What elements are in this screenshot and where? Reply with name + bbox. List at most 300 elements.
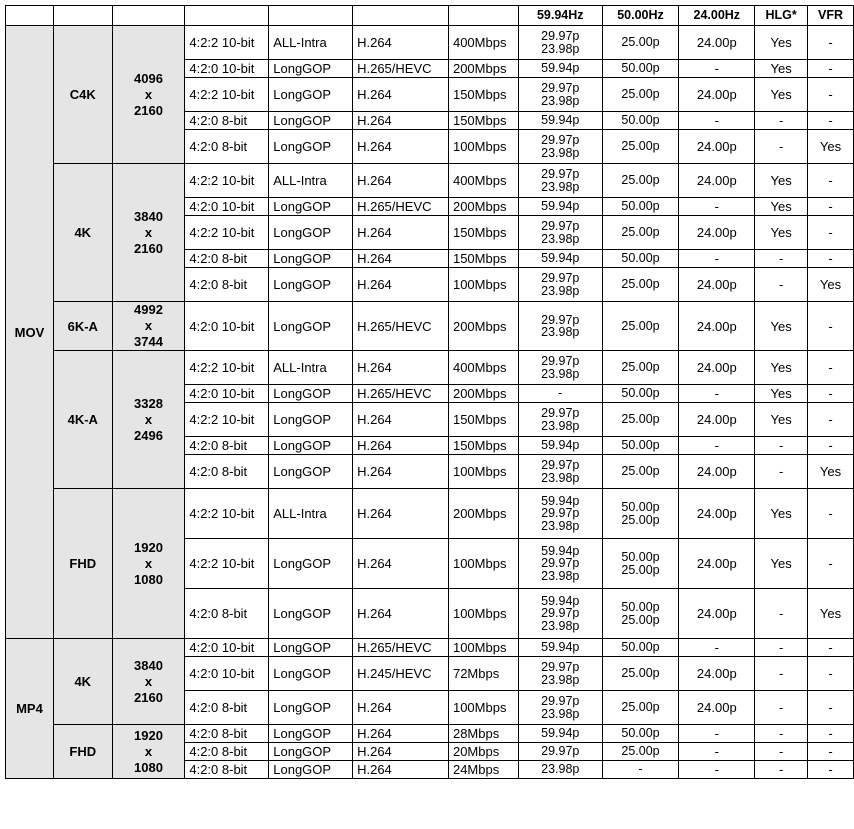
framerate-2400-cell: -: [679, 725, 755, 743]
framerate-value: 29.97p: [541, 271, 580, 285]
framerate-value: 59.94p: [541, 593, 580, 608]
resolution-cell: [112, 302, 185, 351]
hlg-cell: Yes: [755, 198, 808, 216]
gop-cell: LongGOP: [269, 589, 353, 639]
framerate-value: 29.97p: [541, 606, 580, 621]
size-cell: 6K-A: [53, 302, 112, 351]
hlg-cell: Yes: [755, 539, 808, 589]
vfr-cell: -: [808, 725, 854, 743]
resolution-part: 2160: [134, 689, 163, 705]
framerate-2400-cell: -: [679, 743, 755, 761]
framerate-value: 29.97p: [541, 219, 580, 233]
gop-cell: ALL-Intra: [269, 26, 353, 60]
gop-cell: LongGOP: [269, 539, 353, 589]
gop-cell: LongGOP: [269, 639, 353, 657]
codec-cell: H.264: [353, 268, 449, 302]
framerate-5994-cell: [518, 60, 602, 78]
gop-cell: LongGOP: [269, 437, 353, 455]
framerate-5000-cell: [602, 26, 679, 60]
framerate-5994-cell: [518, 351, 602, 385]
framerate-value: 59.94p: [541, 113, 580, 128]
resolution-part: 3840: [134, 657, 163, 673]
framerate-value: 50.00p: [621, 113, 660, 128]
framerate-2400-cell: 24.00p: [679, 589, 755, 639]
framerate-5994-cell: [518, 385, 602, 403]
hlg-cell: Yes: [755, 385, 808, 403]
sampling-cell: 4:2:2 10-bit: [185, 216, 269, 250]
sampling-cell: 4:2:2 10-bit: [185, 26, 269, 60]
header-blank: [53, 6, 112, 26]
sampling-cell: 4:2:0 10-bit: [185, 302, 269, 351]
framerate-value: 50.00p: [621, 600, 660, 614]
sampling-cell: 4:2:0 8-bit: [185, 743, 269, 761]
vfr-cell: -: [808, 26, 854, 60]
framerate-value: 50.00p: [621, 550, 660, 564]
hlg-cell: -: [755, 112, 808, 130]
gop-cell: LongGOP: [269, 302, 353, 351]
sampling-cell: 4:2:0 10-bit: [185, 60, 269, 78]
framerate-value: 50.00p: [621, 61, 660, 76]
framerate-2400-cell: 24.00p: [679, 489, 755, 539]
header-blank: [185, 6, 269, 26]
framerate-value: 25.00p: [621, 744, 660, 759]
codec-cell: H.264: [353, 164, 449, 198]
size-cell: C4K: [53, 26, 112, 164]
framerate-value: 23.98p: [541, 568, 580, 583]
resolution-part: x: [144, 318, 153, 333]
framerate-5994-cell: [518, 302, 602, 351]
framerate-value: 25.00p: [621, 173, 660, 188]
framerate-value: 59.94p: [541, 438, 580, 453]
table-row: [6, 351, 854, 385]
gop-cell: LongGOP: [269, 78, 353, 112]
framerate-value: 50.00p: [621, 251, 660, 266]
header-blank: [112, 6, 185, 26]
bitrate-cell: 400Mbps: [448, 26, 518, 60]
codec-cell: H.264: [353, 437, 449, 455]
framerate-value: 29.97p: [541, 458, 580, 472]
codec-cell: H.264: [353, 403, 449, 437]
sampling-cell: 4:2:0 8-bit: [185, 761, 269, 779]
sampling-cell: 4:2:2 10-bit: [185, 403, 269, 437]
framerate-value: 23.98p: [541, 93, 580, 108]
bitrate-cell: 150Mbps: [448, 250, 518, 268]
resolution-part: 1920: [134, 727, 163, 743]
table-row: [6, 725, 854, 743]
framerate-2400-cell: 24.00p: [679, 302, 755, 351]
resolution-part: 2160: [134, 102, 163, 118]
header-vfr: VFR: [808, 6, 854, 26]
hlg-cell: -: [755, 761, 808, 779]
codec-cell: H.265/HEVC: [353, 198, 449, 216]
sampling-cell: 4:2:0 8-bit: [185, 268, 269, 302]
sampling-cell: 4:2:2 10-bit: [185, 351, 269, 385]
framerate-value: 25.00p: [621, 360, 660, 375]
framerate-value: 29.97p: [541, 167, 580, 181]
vfr-cell: -: [808, 639, 854, 657]
bitrate-cell: 28Mbps: [448, 725, 518, 743]
resolution-part: 3328: [134, 395, 163, 411]
framerate-2400-cell: -: [679, 250, 755, 268]
framerate-5000-cell: [602, 216, 679, 250]
codec-cell: H.264: [353, 250, 449, 268]
framerate-value: 29.97p: [541, 744, 580, 759]
framerate-value: 29.97p: [541, 354, 580, 368]
bitrate-cell: 24Mbps: [448, 761, 518, 779]
resolution-part: 3744: [134, 334, 163, 349]
codec-cell: H.264: [353, 26, 449, 60]
framerate-2400-cell: 24.00p: [679, 351, 755, 385]
vfr-cell: -: [808, 198, 854, 216]
framerate-value: 25.00p: [621, 612, 660, 627]
vfr-cell: -: [808, 112, 854, 130]
vfr-cell: -: [808, 60, 854, 78]
framerate-value: 25.00p: [621, 225, 660, 240]
table-row: [6, 302, 854, 351]
resolution-part: 1920: [134, 539, 163, 555]
framerate-5994-cell: [518, 489, 602, 539]
sampling-cell: 4:2:0 8-bit: [185, 112, 269, 130]
bitrate-cell: 100Mbps: [448, 455, 518, 489]
framerate-5994-cell: [518, 216, 602, 250]
vfr-cell: -: [808, 761, 854, 779]
sampling-cell: 4:2:0 10-bit: [185, 657, 269, 691]
resolution-part: 1080: [134, 571, 163, 587]
gop-cell: LongGOP: [269, 725, 353, 743]
framerate-value: 59.94p: [541, 61, 580, 76]
resolution-part: x: [144, 743, 153, 759]
bitrate-cell: 400Mbps: [448, 164, 518, 198]
framerate-5994-cell: [518, 725, 602, 743]
vfr-cell: -: [808, 403, 854, 437]
framerate-5000-cell: [602, 385, 679, 403]
table-row: [6, 26, 854, 60]
vfr-cell: -: [808, 78, 854, 112]
header-blank: [6, 6, 54, 26]
sampling-cell: 4:2:2 10-bit: [185, 539, 269, 589]
framerate-5000-cell: [602, 761, 679, 779]
table-body: [6, 26, 854, 779]
hlg-cell: -: [755, 250, 808, 268]
framerate-2400-cell: 24.00p: [679, 657, 755, 691]
framerate-5000-cell: [602, 657, 679, 691]
codec-cell: H.264: [353, 725, 449, 743]
sampling-cell: 4:2:0 10-bit: [185, 385, 269, 403]
framerate-value: 25.00p: [621, 700, 660, 715]
hlg-cell: -: [755, 455, 808, 489]
framerate-5000-cell: [602, 589, 679, 639]
sampling-cell: 4:2:0 8-bit: [185, 725, 269, 743]
framerate-value: 23.98p: [541, 762, 580, 777]
hlg-cell: Yes: [755, 403, 808, 437]
table-row: [6, 489, 854, 539]
sampling-cell: 4:2:0 10-bit: [185, 639, 269, 657]
codec-cell: H.264: [353, 489, 449, 539]
hlg-cell: Yes: [755, 78, 808, 112]
gop-cell: LongGOP: [269, 385, 353, 403]
framerate-5000-cell: [602, 455, 679, 489]
framerate-5994-cell: [518, 761, 602, 779]
sampling-cell: 4:2:0 10-bit: [185, 198, 269, 216]
resolution-part: 4096: [134, 70, 163, 86]
recording-format-table: [5, 5, 854, 779]
resolution-cell: [112, 639, 185, 725]
framerate-5994-cell: [518, 164, 602, 198]
framerate-value: 23.98p: [541, 145, 580, 160]
resolution-part: x: [144, 86, 153, 102]
resolution-part: 2496: [134, 427, 163, 443]
framerate-value: 29.97p: [541, 29, 580, 43]
framerate-5994-cell: [518, 589, 602, 639]
framerate-5000-cell: [602, 351, 679, 385]
vfr-cell: Yes: [808, 589, 854, 639]
gop-cell: LongGOP: [269, 761, 353, 779]
resolution-cell: [112, 164, 185, 302]
vfr-cell: -: [808, 302, 854, 351]
bitrate-cell: 200Mbps: [448, 60, 518, 78]
framerate-5000-cell: [602, 60, 679, 78]
framerate-value: 59.94p: [541, 543, 580, 558]
sampling-cell: 4:2:0 8-bit: [185, 691, 269, 725]
gop-cell: ALL-Intra: [269, 164, 353, 198]
framerate-5994-cell: [518, 539, 602, 589]
framerate-value: 23.98p: [541, 325, 580, 339]
framerate-value: 29.97p: [541, 406, 580, 420]
framerate-5000-cell: [602, 743, 679, 761]
framerate-5000-cell: [602, 725, 679, 743]
size-cell: FHD: [53, 725, 112, 779]
hlg-cell: -: [755, 657, 808, 691]
bitrate-cell: 200Mbps: [448, 198, 518, 216]
gop-cell: LongGOP: [269, 198, 353, 216]
hlg-cell: Yes: [755, 26, 808, 60]
framerate-value: 29.97p: [541, 694, 580, 708]
sampling-cell: 4:2:2 10-bit: [185, 164, 269, 198]
resolution-part: 1080: [134, 759, 163, 775]
codec-cell: H.264: [353, 351, 449, 385]
hlg-cell: -: [755, 725, 808, 743]
framerate-5994-cell: [518, 198, 602, 216]
header-blank: [269, 6, 353, 26]
vfr-cell: Yes: [808, 455, 854, 489]
bitrate-cell: 100Mbps: [448, 539, 518, 589]
framerate-value: 23.98p: [541, 41, 580, 56]
framerate-value: 50.00p: [621, 199, 660, 214]
header-blank: [448, 6, 518, 26]
vfr-cell: Yes: [808, 130, 854, 164]
resolution-part: x: [144, 411, 153, 427]
hlg-cell: Yes: [755, 302, 808, 351]
vfr-cell: -: [808, 164, 854, 198]
framerate-5994-cell: [518, 691, 602, 725]
framerate-5994-cell: [518, 403, 602, 437]
framerate-value: 29.97p: [541, 133, 580, 147]
framerate-value: 59.94p: [541, 251, 580, 266]
hlg-cell: Yes: [755, 351, 808, 385]
vfr-cell: -: [808, 657, 854, 691]
vfr-cell: -: [808, 250, 854, 268]
header-hlg: HLG*: [755, 6, 808, 26]
framerate-2400-cell: 24.00p: [679, 130, 755, 164]
gop-cell: ALL-Intra: [269, 489, 353, 539]
framerate-value: 25.00p: [621, 35, 660, 50]
hlg-cell: Yes: [755, 164, 808, 198]
framerate-value: 25.00p: [621, 464, 660, 479]
bitrate-cell: 20Mbps: [448, 743, 518, 761]
gop-cell: LongGOP: [269, 403, 353, 437]
framerate-2400-cell: -: [679, 198, 755, 216]
framerate-value: 23.98p: [541, 618, 580, 633]
codec-cell: H.264: [353, 130, 449, 164]
framerate-2400-cell: 24.00p: [679, 268, 755, 302]
resolution-part: 2160: [134, 240, 163, 256]
framerate-value: 25.00p: [621, 139, 660, 154]
bitrate-cell: 200Mbps: [448, 385, 518, 403]
framerate-value: 25.00p: [621, 277, 660, 292]
bitrate-cell: 100Mbps: [448, 589, 518, 639]
framerate-value: 29.97p: [541, 660, 580, 674]
gop-cell: LongGOP: [269, 657, 353, 691]
resolution-cell: [112, 351, 185, 489]
framerate-value: -: [638, 762, 643, 777]
framerate-5994-cell: [518, 743, 602, 761]
gop-cell: LongGOP: [269, 268, 353, 302]
framerate-2400-cell: -: [679, 385, 755, 403]
bitrate-cell: 72Mbps: [448, 657, 518, 691]
framerate-5000-cell: [602, 198, 679, 216]
framerate-value: 59.94p: [541, 640, 580, 655]
container-cell: MOV: [6, 26, 54, 639]
sampling-cell: 4:2:0 8-bit: [185, 250, 269, 268]
framerate-2400-cell: -: [679, 437, 755, 455]
gop-cell: LongGOP: [269, 691, 353, 725]
bitrate-cell: 150Mbps: [448, 112, 518, 130]
sampling-cell: 4:2:2 10-bit: [185, 489, 269, 539]
framerate-5994-cell: [518, 455, 602, 489]
hlg-cell: -: [755, 691, 808, 725]
codec-cell: H.264: [353, 761, 449, 779]
framerate-5000-cell: [602, 112, 679, 130]
framerate-value: 50.00p: [621, 726, 660, 741]
gop-cell: LongGOP: [269, 250, 353, 268]
hlg-cell: Yes: [755, 60, 808, 78]
bitrate-cell: 150Mbps: [448, 437, 518, 455]
bitrate-cell: 200Mbps: [448, 302, 518, 351]
hlg-cell: -: [755, 130, 808, 164]
framerate-value: 25.00p: [621, 512, 660, 527]
framerate-5994-cell: [518, 26, 602, 60]
size-cell: FHD: [53, 489, 112, 639]
framerate-value: 59.94p: [541, 199, 580, 214]
vfr-cell: -: [808, 539, 854, 589]
framerate-2400-cell: 24.00p: [679, 164, 755, 198]
vfr-cell: -: [808, 385, 854, 403]
codec-cell: H.264: [353, 78, 449, 112]
table-row: [6, 164, 854, 198]
hlg-cell: -: [755, 589, 808, 639]
bitrate-cell: 400Mbps: [448, 351, 518, 385]
bitrate-cell: 100Mbps: [448, 268, 518, 302]
container-cell: MP4: [6, 639, 54, 779]
codec-cell: H.264: [353, 112, 449, 130]
framerate-5000-cell: [602, 268, 679, 302]
framerate-2400-cell: -: [679, 60, 755, 78]
framerate-value: 23.98p: [541, 418, 580, 433]
resolution-cell: [112, 489, 185, 639]
resolution-part: x: [144, 673, 153, 689]
resolution-part: 4992: [134, 302, 163, 317]
framerate-value: 50.00p: [621, 640, 660, 655]
framerate-value: 50.00p: [621, 386, 660, 401]
framerate-5994-cell: [518, 657, 602, 691]
bitrate-cell: 150Mbps: [448, 403, 518, 437]
gop-cell: ALL-Intra: [269, 351, 353, 385]
header-50-00hz: 50.00Hz: [602, 6, 679, 26]
size-cell: 4K: [53, 164, 112, 302]
framerate-2400-cell: 24.00p: [679, 691, 755, 725]
framerate-value: 23.98p: [541, 518, 580, 533]
framerate-value: 50.00p: [621, 438, 660, 453]
gop-cell: LongGOP: [269, 455, 353, 489]
sampling-cell: 4:2:0 8-bit: [185, 437, 269, 455]
codec-cell: H.264: [353, 691, 449, 725]
framerate-value: 29.97p: [541, 506, 580, 521]
size-cell: 4K: [53, 639, 112, 725]
codec-cell: H.245/HEVC: [353, 657, 449, 691]
codec-cell: H.265/HEVC: [353, 60, 449, 78]
codec-cell: H.264: [353, 539, 449, 589]
vfr-cell: Yes: [808, 268, 854, 302]
framerate-value: -: [558, 386, 563, 401]
framerate-value: 23.98p: [541, 231, 580, 246]
hlg-cell: -: [755, 268, 808, 302]
gop-cell: LongGOP: [269, 60, 353, 78]
codec-cell: H.264: [353, 216, 449, 250]
vfr-cell: -: [808, 351, 854, 385]
framerate-5000-cell: [602, 250, 679, 268]
framerate-2400-cell: 24.00p: [679, 539, 755, 589]
vfr-cell: -: [808, 437, 854, 455]
codec-cell: H.265/HEVC: [353, 385, 449, 403]
bitrate-cell: 100Mbps: [448, 130, 518, 164]
framerate-5000-cell: [602, 130, 679, 164]
framerate-5994-cell: [518, 639, 602, 657]
framerate-2400-cell: 24.00p: [679, 403, 755, 437]
hlg-cell: Yes: [755, 216, 808, 250]
hlg-cell: -: [755, 743, 808, 761]
sampling-cell: 4:2:2 10-bit: [185, 78, 269, 112]
codec-cell: H.264: [353, 743, 449, 761]
framerate-2400-cell: 24.00p: [679, 455, 755, 489]
sampling-cell: 4:2:0 8-bit: [185, 589, 269, 639]
framerate-value: 23.98p: [541, 283, 580, 298]
hlg-cell: -: [755, 437, 808, 455]
hlg-cell: -: [755, 639, 808, 657]
vfr-cell: -: [808, 489, 854, 539]
framerate-2400-cell: -: [679, 639, 755, 657]
framerate-value: 25.00p: [621, 87, 660, 102]
framerate-5994-cell: [518, 112, 602, 130]
resolution-cell: [112, 26, 185, 164]
gop-cell: LongGOP: [269, 216, 353, 250]
framerate-value: 59.94p: [541, 726, 580, 741]
vfr-cell: -: [808, 691, 854, 725]
framerate-5000-cell: [602, 639, 679, 657]
framerate-value: 25.00p: [621, 666, 660, 681]
codec-cell: H.264: [353, 455, 449, 489]
header-59-94hz: 59.94Hz: [518, 6, 602, 26]
framerate-value: 50.00p: [621, 500, 660, 514]
